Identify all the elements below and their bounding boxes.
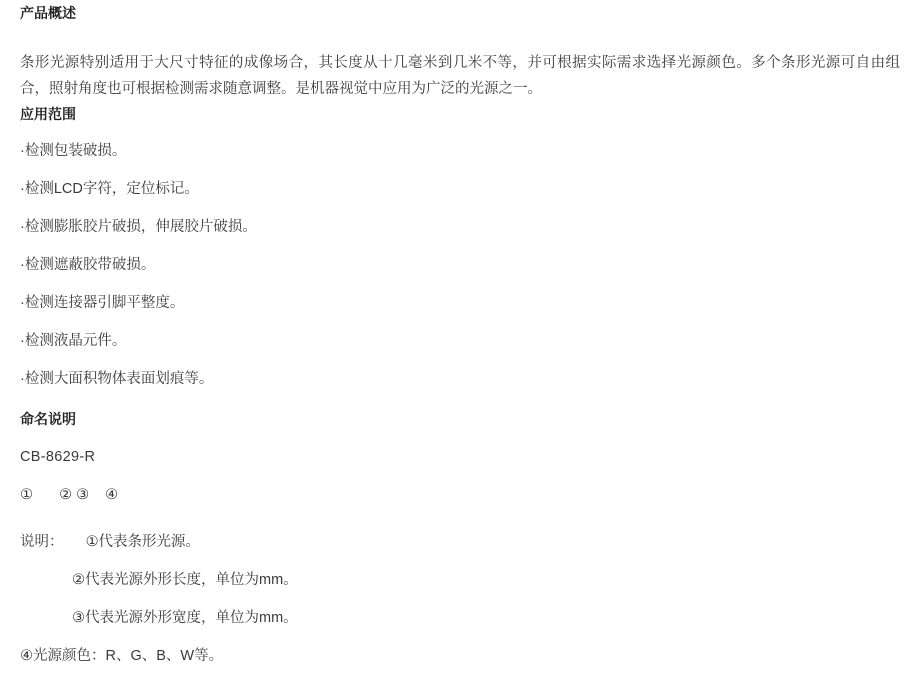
note-line bbox=[20, 523, 900, 561]
section-heading-naming: 命名说明 bbox=[20, 411, 76, 427]
list-item: ·检测遮蔽胶带破损。 bbox=[20, 257, 156, 273]
note-line bbox=[20, 561, 900, 599]
marker-two: ② bbox=[59, 487, 73, 503]
note-text: ①代表条形光源。 bbox=[85, 534, 201, 550]
note-line bbox=[20, 637, 900, 675]
list-item: ·检测大面积物体表面划痕等。 bbox=[20, 371, 214, 387]
section-heading-scope: 应用范围 bbox=[20, 106, 76, 122]
naming-markers-row bbox=[20, 485, 118, 505]
list-item: ·检测膨胀胶片破损，伸展胶片破损。 bbox=[20, 219, 257, 235]
note-text: ④光源颜色：R、G、B、W等。 bbox=[20, 648, 224, 664]
list-item: ·检测LCD字符，定位标记。 bbox=[20, 181, 199, 197]
list-item: ·检测连接器引脚平整度。 bbox=[20, 295, 185, 311]
marker-one: ① bbox=[20, 487, 33, 503]
section-heading-overview: 产品概述 bbox=[20, 5, 76, 21]
note-text: ③代表光源外形宽度，单位为mm。 bbox=[72, 610, 298, 626]
note-line bbox=[20, 599, 900, 637]
overview-paragraph: 条形光源特别适用于大尺寸特征的成像场合，其长度从十几毫米到几米不等，并可根据实际需求选择光源颜色。多个条形光源可自由组合，照射角度也可根据检测需求随意调整。是机器视觉中应用为广泛的光源之一。 bbox=[20, 54, 900, 97]
marker-three: ③ bbox=[76, 487, 90, 503]
application-scope-list bbox=[20, 132, 900, 398]
marker-four: ④ bbox=[105, 487, 119, 503]
note-text: ②代表光源外形长度，单位为mm。 bbox=[72, 572, 298, 588]
naming-notes bbox=[20, 523, 900, 675]
list-item: ·检测液晶元件。 bbox=[20, 333, 127, 349]
model-code: CB-8629-R bbox=[20, 449, 96, 465]
list-item: ·检测包装破损。 bbox=[20, 143, 127, 159]
note-label: 说明： bbox=[20, 534, 64, 550]
